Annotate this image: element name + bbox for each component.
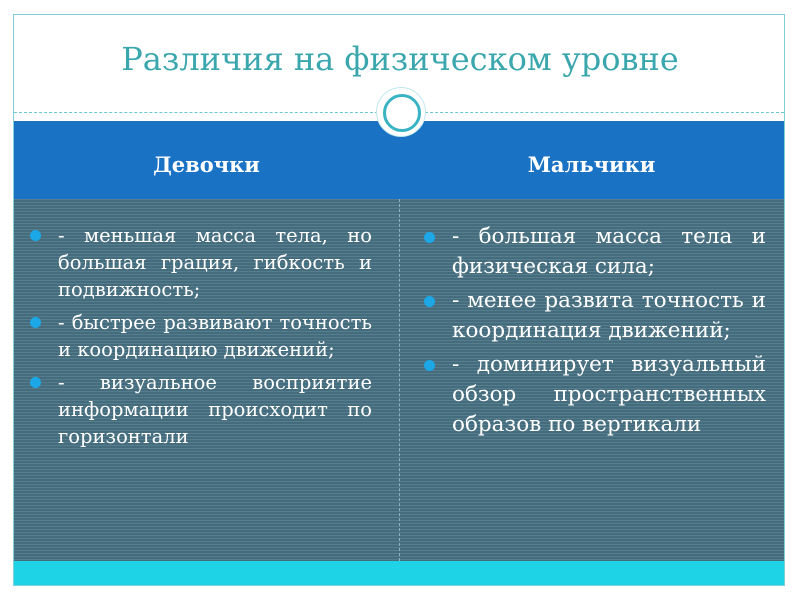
bullet-dot-icon [424,296,435,307]
list-item [26,309,372,363]
bullet-dot-icon [30,317,41,328]
girls-list [26,222,372,456]
column-header-boys: Мальчики [527,152,656,177]
list-item-text: - менее развита точность и координация движений; [452,288,766,343]
list-item-text: - доминирует визуальный обзор пространственных образов по вертикали [452,352,766,437]
list-item-text: - визуальное восприятие информации происходит по горизонтали [58,371,372,448]
column-header-girls: Девочки [153,152,260,177]
column-divider [399,199,400,561]
slide-title: Различия на физическом уровне [121,40,679,78]
list-item [420,286,766,346]
list-item [420,350,766,440]
list-item-text: - меньшая масса тела, но большая грация, гибкость и подвижность; [58,224,372,301]
bullet-dot-icon [424,232,435,243]
bullet-dot-icon [30,377,41,388]
circle-ornament-icon [376,87,426,137]
footer-band [14,561,784,585]
list-item-text: - большая масса тела и физическая сила; [452,224,766,279]
bullet-dot-icon [424,360,435,371]
list-item-text: - быстрее развивают точность и координацию движений; [58,311,372,361]
bullet-dot-icon [30,230,41,241]
list-item [26,369,372,450]
list-item [26,222,372,303]
ornament-ring [383,94,421,132]
list-item [420,222,766,282]
boys-list [420,222,766,444]
